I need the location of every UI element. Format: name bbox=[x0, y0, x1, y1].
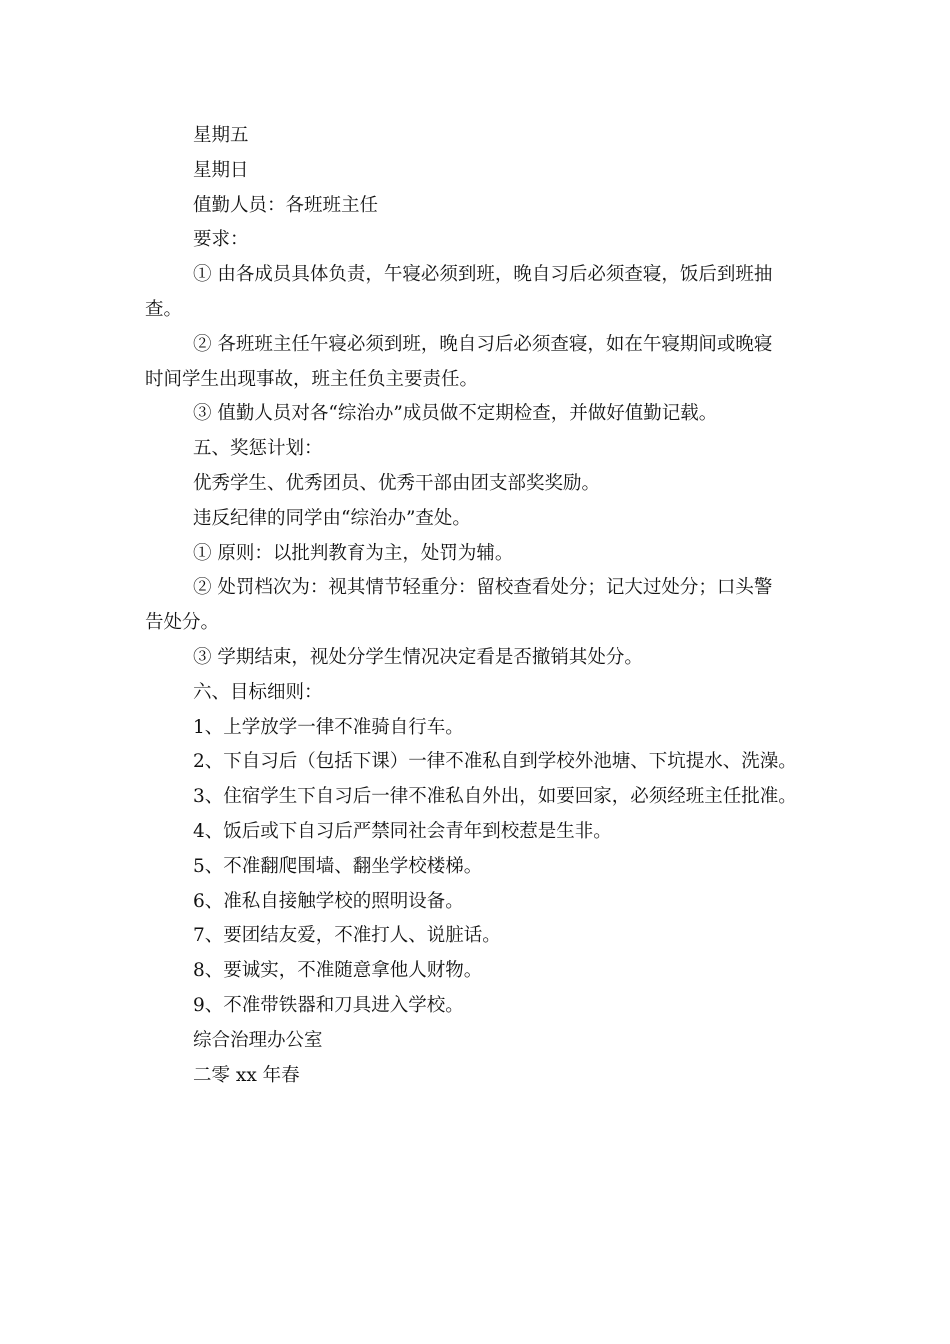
section-heading: 六、目标细则： bbox=[193, 681, 323, 703]
text-line: 值勤人员：各班班主任 bbox=[193, 194, 379, 216]
rule-item: 8、要诚实，不准随意拿他人财物。 bbox=[193, 960, 483, 982]
rule-item: 3、住宿学生下自习后一律不准私自外出，如要回家，必须经班主任批准。 bbox=[193, 786, 797, 808]
text-line: 星期日 bbox=[193, 159, 249, 181]
signature-date: 二零 xx 年春 bbox=[193, 1064, 300, 1086]
text-line: ③ 值勤人员对各“综治办”成员做不定期检查，并做好值勤记载。 bbox=[193, 403, 718, 425]
text-line: 告处分。 bbox=[145, 612, 220, 634]
text-line: ① 由各成员具体负责，午寝必须到班，晚自习后必须查寝，饭后到班抽 bbox=[193, 264, 773, 286]
rule-item: 9、不准带铁器和刀具进入学校。 bbox=[193, 994, 464, 1016]
rule-item: 1、上学放学一律不准骑自行车。 bbox=[193, 716, 464, 738]
text-line: ② 处罚档次为：视其情节轻重分：留校查看处分；记大过处分；口头警 bbox=[193, 577, 773, 599]
section-heading: 五、奖惩计划： bbox=[193, 438, 323, 460]
rule-item: 2、下自习后（包括下课）一律不准私自到学校外池塘、下坑提水、洗澡。 bbox=[193, 751, 797, 773]
text-line: 违反纪律的同学由“综治办”查处。 bbox=[193, 507, 471, 529]
text-line: 要求： bbox=[193, 229, 249, 251]
text-line: 时间学生出现事故，班主任负主要责任。 bbox=[145, 368, 479, 390]
text-line: ② 各班班主任午寝必须到班，晚自习后必须查寝，如在午寝期间或晚寝 bbox=[193, 333, 773, 355]
rule-item: 4、饭后或下自习后严禁同社会青年到校惹是生非。 bbox=[193, 820, 612, 842]
text-line: ① 原则：以批判教育为主，处罚为辅。 bbox=[193, 542, 514, 564]
rule-item: 6、准私自接触学校的照明设备。 bbox=[193, 890, 464, 912]
text-line: 星期五 bbox=[193, 125, 249, 146]
text-line: 查。 bbox=[145, 298, 183, 320]
document-body bbox=[145, 119, 810, 1093]
rule-item: 7、要团结友爱，不准打人、说脏话。 bbox=[193, 925, 501, 947]
signature-office: 综合治理办公室 bbox=[193, 1029, 323, 1051]
text-line: ③ 学期结束，视处分学生情况决定看是否撤销其处分。 bbox=[193, 646, 643, 668]
rule-item: 5、不准翻爬围墙、翻坐学校楼梯。 bbox=[193, 855, 483, 877]
text-line: 优秀学生、优秀团员、优秀干部由团支部奖奖励。 bbox=[193, 472, 601, 494]
